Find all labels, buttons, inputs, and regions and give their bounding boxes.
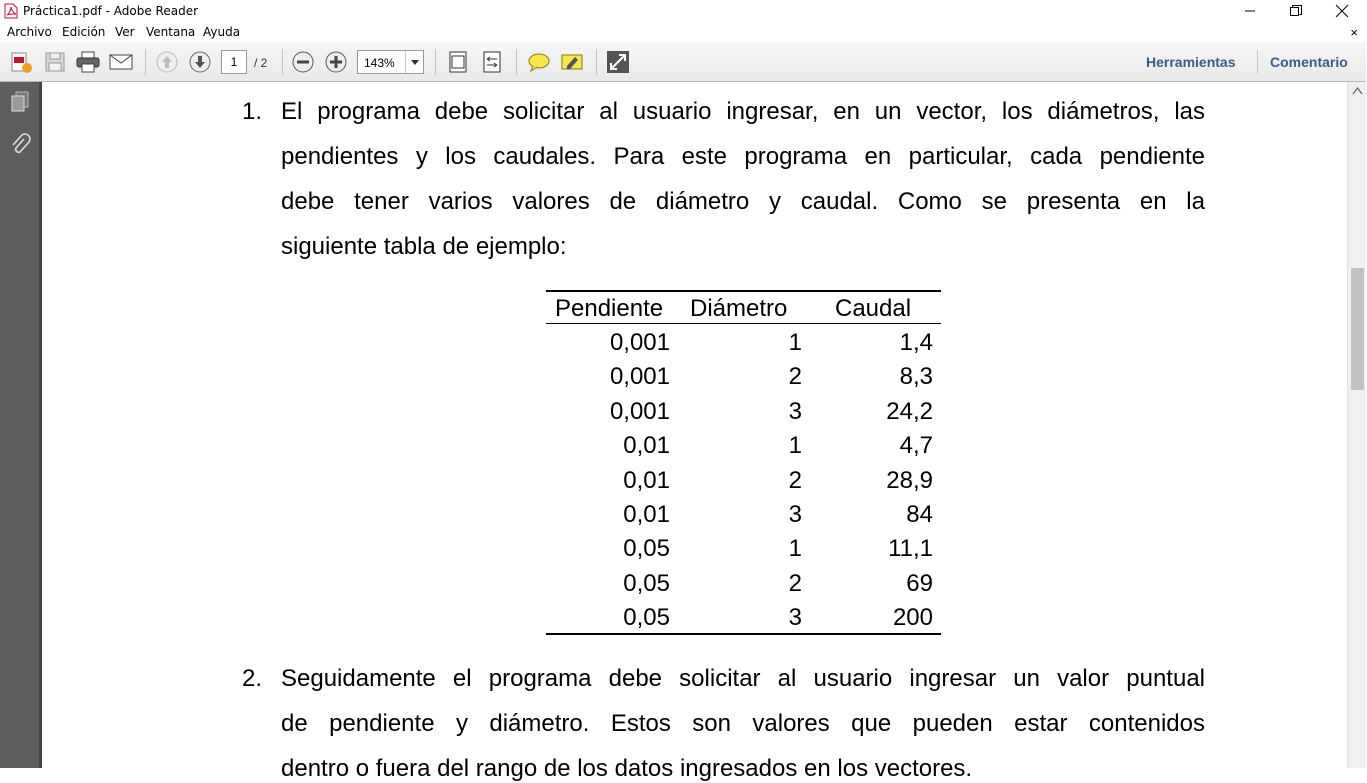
restore-icon bbox=[1290, 5, 1302, 17]
table-cell: 1,4 bbox=[899, 329, 933, 356]
printer-icon bbox=[76, 51, 100, 73]
table-cell: 11,1 bbox=[888, 535, 933, 563]
zoom-out-button[interactable] bbox=[289, 48, 317, 76]
herramientas-link[interactable]: Herramientas bbox=[1146, 54, 1236, 70]
table-cell: 0,001 bbox=[609, 363, 670, 391]
previous-page-button[interactable] bbox=[153, 48, 181, 76]
table-cell: 8,3 bbox=[899, 363, 933, 391]
highlighter-icon bbox=[560, 51, 584, 73]
zoom-out-icon bbox=[292, 51, 314, 73]
restore-button[interactable] bbox=[1273, 0, 1319, 22]
table-header-rule bbox=[546, 323, 941, 324]
menu-archivo[interactable]: Archivo bbox=[7, 25, 52, 39]
table-cell: 200 bbox=[892, 604, 933, 632]
menu-bar bbox=[0, 22, 1366, 42]
chevron-down-icon[interactable] bbox=[405, 51, 423, 73]
table-cell: 1 bbox=[788, 329, 802, 356]
table-cell: 3 bbox=[788, 501, 802, 528]
page-number-input[interactable]: 1 bbox=[221, 50, 247, 74]
table-cell: 0,001 bbox=[609, 397, 670, 425]
table-cell: 0,05 bbox=[623, 604, 670, 632]
table-header-pendiente: Pendiente bbox=[555, 295, 664, 322]
minimize-button[interactable] bbox=[1227, 0, 1273, 22]
navigation-pane bbox=[0, 82, 42, 768]
table-cell: 2 bbox=[788, 363, 802, 391]
paragraph-line: de pendiente y diámetro. Estos son valores que pueden estar contenidos bbox=[281, 710, 1205, 737]
window-title: Práctica1.pdf - Adobe Reader bbox=[23, 4, 199, 18]
arrow-up-icon bbox=[156, 51, 178, 73]
menu-ayuda[interactable]: Ayuda bbox=[203, 25, 241, 39]
create-pdf-button[interactable] bbox=[7, 48, 35, 76]
table-cell: 3 bbox=[788, 604, 802, 632]
zoom-select[interactable] bbox=[357, 50, 424, 74]
scroll-up-icon[interactable] bbox=[1348, 82, 1367, 99]
toolbar-separator bbox=[596, 49, 597, 75]
save-icon bbox=[44, 51, 66, 73]
create-pdf-icon bbox=[9, 50, 33, 74]
list-number: 2. bbox=[242, 665, 263, 692]
fullscreen-button[interactable] bbox=[604, 48, 632, 76]
document-view[interactable] bbox=[45, 82, 1347, 782]
save-button[interactable] bbox=[41, 48, 69, 76]
menu-ver[interactable]: Ver bbox=[115, 25, 135, 39]
table-cell: 4,7 bbox=[899, 432, 933, 460]
envelope-icon bbox=[109, 53, 133, 71]
page-thumbnails-icon[interactable] bbox=[8, 90, 32, 114]
table-top-rule bbox=[546, 290, 941, 292]
arrow-down-icon bbox=[189, 51, 211, 73]
paragraph-line: dentro o fuera del rango de los datos ingresados en los vectores. bbox=[281, 755, 973, 782]
table-cell: 1 bbox=[788, 432, 802, 460]
table-cell: 0,001 bbox=[609, 329, 670, 356]
fit-page-button[interactable] bbox=[444, 48, 472, 76]
close-window-button[interactable] bbox=[1319, 0, 1365, 22]
table-cell: 0,05 bbox=[623, 569, 670, 597]
table-cell: 2 bbox=[788, 569, 802, 597]
paperclip-icon[interactable] bbox=[8, 133, 32, 157]
menu-edicion[interactable]: Edición bbox=[62, 25, 106, 39]
menu-ventana[interactable]: Ventana bbox=[146, 25, 196, 39]
table-cell: 0,01 bbox=[623, 432, 670, 460]
fit-width-button[interactable] bbox=[478, 48, 506, 76]
table-header-diametro: Diámetro bbox=[690, 295, 788, 322]
toolbar-separator bbox=[1257, 50, 1258, 74]
vertical-scrollbar[interactable] bbox=[1347, 82, 1366, 768]
scrollbar-thumb[interactable] bbox=[1351, 268, 1364, 390]
close-document-button[interactable]: × bbox=[1350, 25, 1358, 40]
table-cell: 1 bbox=[788, 535, 802, 563]
zoom-in-button[interactable] bbox=[322, 48, 350, 76]
title-bar bbox=[0, 0, 1366, 22]
table-bottom-rule bbox=[546, 633, 941, 635]
toolbar-separator bbox=[145, 49, 146, 75]
pdf-file-icon bbox=[3, 3, 19, 19]
toolbar-separator bbox=[435, 49, 436, 75]
toolbar bbox=[0, 42, 1366, 82]
paragraph-line: siguiente tabla de ejemplo: bbox=[281, 233, 567, 260]
table-cell: 0,01 bbox=[623, 466, 670, 494]
table-cell: 69 bbox=[906, 569, 933, 597]
comment-icon bbox=[527, 51, 551, 73]
table-cell: 2 bbox=[788, 466, 802, 494]
table-cell: 0,05 bbox=[623, 535, 670, 563]
fit-page-icon bbox=[447, 51, 469, 73]
minimize-icon bbox=[1245, 6, 1255, 16]
table-cell: 0,01 bbox=[623, 501, 670, 528]
table-cell: 28,9 bbox=[886, 466, 933, 494]
toolbar-separator bbox=[516, 49, 517, 75]
add-comment-button[interactable] bbox=[525, 48, 553, 76]
page-count: / 2 bbox=[254, 56, 268, 70]
highlight-button[interactable] bbox=[558, 48, 586, 76]
print-button[interactable] bbox=[74, 48, 102, 76]
table-cell: 3 bbox=[788, 397, 802, 425]
comentario-link[interactable]: Comentario bbox=[1270, 54, 1348, 70]
email-button[interactable] bbox=[107, 48, 135, 76]
paragraph-line: Seguidamente el programa debe solicitar al usuario ingresar un valor puntual bbox=[281, 665, 1205, 692]
list-number: 1. bbox=[242, 98, 263, 125]
expand-icon bbox=[606, 50, 630, 74]
zoom-in-icon bbox=[325, 51, 347, 73]
close-icon bbox=[1336, 5, 1348, 17]
paragraph-line: pendientes y los caudales. Para este programa en particular, cada pendiente bbox=[281, 143, 1205, 170]
table-cell: 24,2 bbox=[886, 397, 933, 425]
zoom-value: 143% bbox=[364, 56, 395, 70]
next-page-button[interactable] bbox=[186, 48, 214, 76]
toolbar-separator bbox=[282, 49, 283, 75]
table-cell: 84 bbox=[906, 501, 933, 528]
table-header-caudal: Caudal bbox=[835, 295, 912, 322]
fit-width-icon bbox=[481, 51, 503, 73]
paragraph-line: debe tener varios valores de diámetro y caudal. Como se presenta en la bbox=[281, 188, 1205, 215]
paragraph-line: El programa debe solicitar al usuario ingresar, en un vector, los diámetros, las bbox=[281, 98, 1205, 125]
